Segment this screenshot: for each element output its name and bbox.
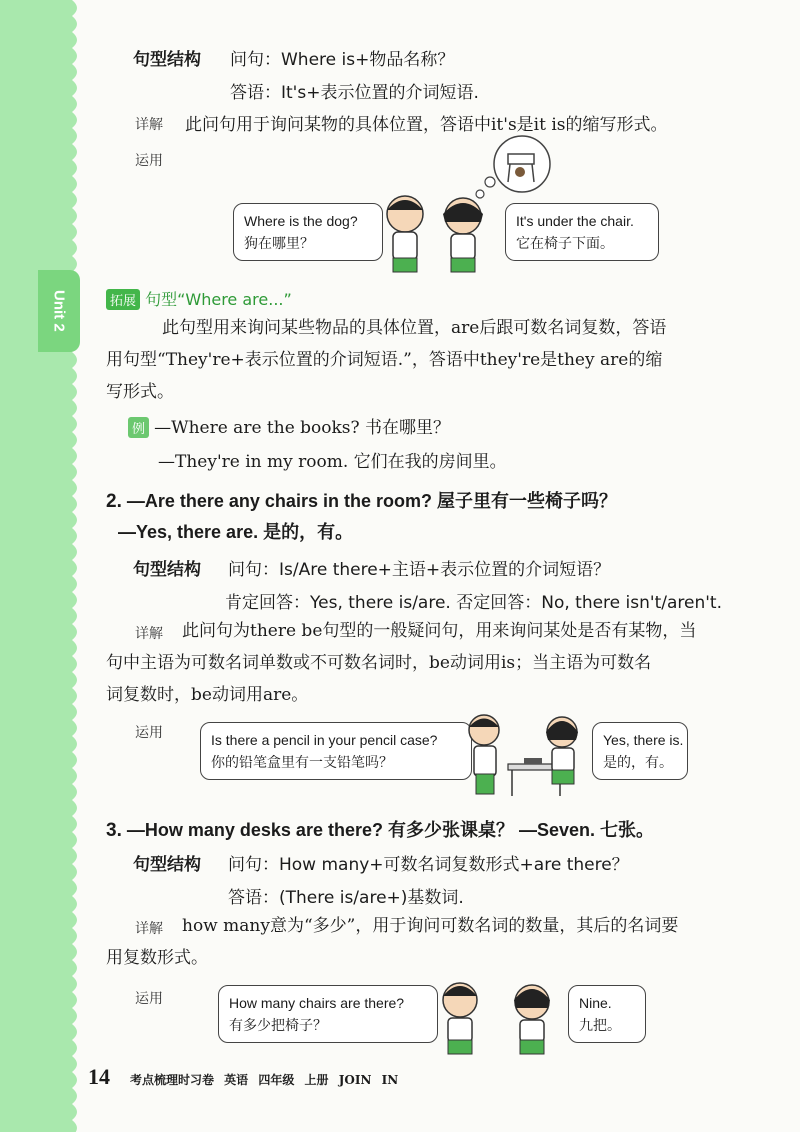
bubble-text-en: It's under the chair. [516, 213, 634, 229]
bubble-text-zh: 你的铅笔盒里有一支铅笔吗？ [211, 754, 393, 770]
bubble-text-en: Yes, there is. [603, 732, 684, 748]
bubble-text-en: How many chairs are there? [229, 995, 405, 1011]
paragraph-line: how many意为“多少”，用于询问可数名词的数量，其后的名词要 [182, 916, 679, 936]
s1-thought-bubble-chair [470, 132, 560, 204]
s3-detail-paragraph [106, 910, 736, 974]
bubble-text-en: Where is the dog? [244, 213, 358, 229]
example-line-question [128, 413, 450, 438]
example-answer: —They're in my room. 它们在我的房间里。 [158, 452, 507, 472]
bubble-text-zh: 有多少把椅子？ [229, 1017, 327, 1033]
bubble-text-zh: 狗在哪里？ [244, 235, 314, 251]
wave-border [62, 0, 84, 1132]
s3-answer-pattern: 答语：(There is/are+)基数词. [228, 888, 464, 908]
paragraph-line: 写形式。 [106, 382, 174, 402]
example-tag: 例 [128, 417, 149, 438]
s3-question-pattern: 问句：How many+可数名词复数形式+are there？ [228, 855, 629, 875]
s1-detail-label: 详解 [135, 117, 163, 133]
extension-tag: 拓展 [106, 289, 140, 310]
s2-question: —Are there any chairs in the room? 屋子里有一些椅子吗？ [126, 491, 617, 511]
bubble-text-zh: 是的，有。 [603, 754, 673, 770]
paragraph-line: 此句型用来询问某些物品的具体位置，are后跟可数名词复数，答语 [162, 318, 667, 338]
s2-question-pattern: 问句：Is/Are there+主语+表示位置的介词短语？ [228, 560, 611, 580]
s3-speech-bubble-right [568, 985, 646, 1043]
s3-speech-bubble-left [218, 985, 438, 1043]
page-edge-band [0, 0, 62, 1132]
paragraph-line: 句中主语为可数名词单数或不可数名词时，be动词用is；当主语为可数名 [106, 653, 652, 673]
s1-structure-label: 句型结构 [133, 50, 201, 70]
s3-number: 3. [106, 820, 122, 841]
extension-header [106, 287, 292, 310]
paragraph-line: 用复数形式。 [106, 948, 208, 968]
unit-tab-label: Unit 2 [50, 290, 68, 332]
page-number: 14 [88, 1064, 110, 1089]
s1-detail-text: 此问句用于询问某物的具体位置，答语中it's是it is的缩写形式。 [185, 115, 668, 135]
extension-paragraph [106, 312, 736, 408]
s1-children-illustration [365, 192, 505, 277]
s2-speech-bubble-right [592, 722, 688, 780]
s3-use-label: 运用 [135, 991, 163, 1007]
s1-question-pattern: 问句：Where is+物品名称？ [230, 50, 455, 70]
s1-answer-pattern: 答语：It's+表示位置的介词短语. [230, 83, 479, 103]
bubble-text-en: Nine. [579, 995, 612, 1011]
s2-answer-pattern: 肯定回答：Yes, there is/are. 否定回答：No, there isn't/aren't. [225, 593, 722, 613]
extension-title: 句型“Where are...” [145, 290, 292, 309]
s2-detail-label: 详解 [135, 626, 163, 642]
footer-book-info: 考点梳理时习卷 英语 四年级 上册 JOIN IN [130, 1073, 399, 1087]
s1-use-label: 运用 [135, 153, 163, 169]
s2-structure-label: 句型结构 [133, 560, 201, 580]
bubble-text-zh: 九把。 [579, 1017, 621, 1033]
s3-structure-label: 句型结构 [133, 855, 201, 875]
unit-side-tab [38, 270, 80, 352]
s1-speech-bubble-left [233, 203, 383, 261]
s2-children-desk-illustration [458, 712, 588, 800]
s2-number: 2. [106, 491, 122, 512]
example-question: —Where are the books? 书在哪里？ [154, 418, 451, 438]
s2-use-label: 运用 [135, 725, 163, 741]
paragraph-line: 此问句为there be句型的一般疑问句，用来询问某处是否有某物，当 [182, 621, 697, 641]
s2-heading-question [106, 487, 617, 513]
s3-detail-label: 详解 [135, 921, 163, 937]
s3-heading [106, 816, 654, 842]
paragraph-line: 词复数时，be动词用are。 [106, 685, 309, 705]
paragraph-line: 用句型“They're+表示位置的介词短语.”，答语中they're是they are的缩 [106, 350, 663, 370]
s3-question-answer: —How many desks are there? 有多少张课桌？ —Seven. 七张。 [126, 820, 655, 840]
s2-heading-answer: —Yes, there are. 是的，有。 [118, 522, 354, 542]
s1-speech-bubble-right [505, 203, 659, 261]
s3-children-illustration [432, 978, 562, 1058]
s2-detail-paragraph [106, 615, 736, 711]
bubble-text-en: Is there a pencil in your pencil case? [211, 732, 438, 748]
s2-speech-bubble-left [200, 722, 472, 780]
bubble-text-zh: 它在椅子下面。 [516, 235, 614, 251]
